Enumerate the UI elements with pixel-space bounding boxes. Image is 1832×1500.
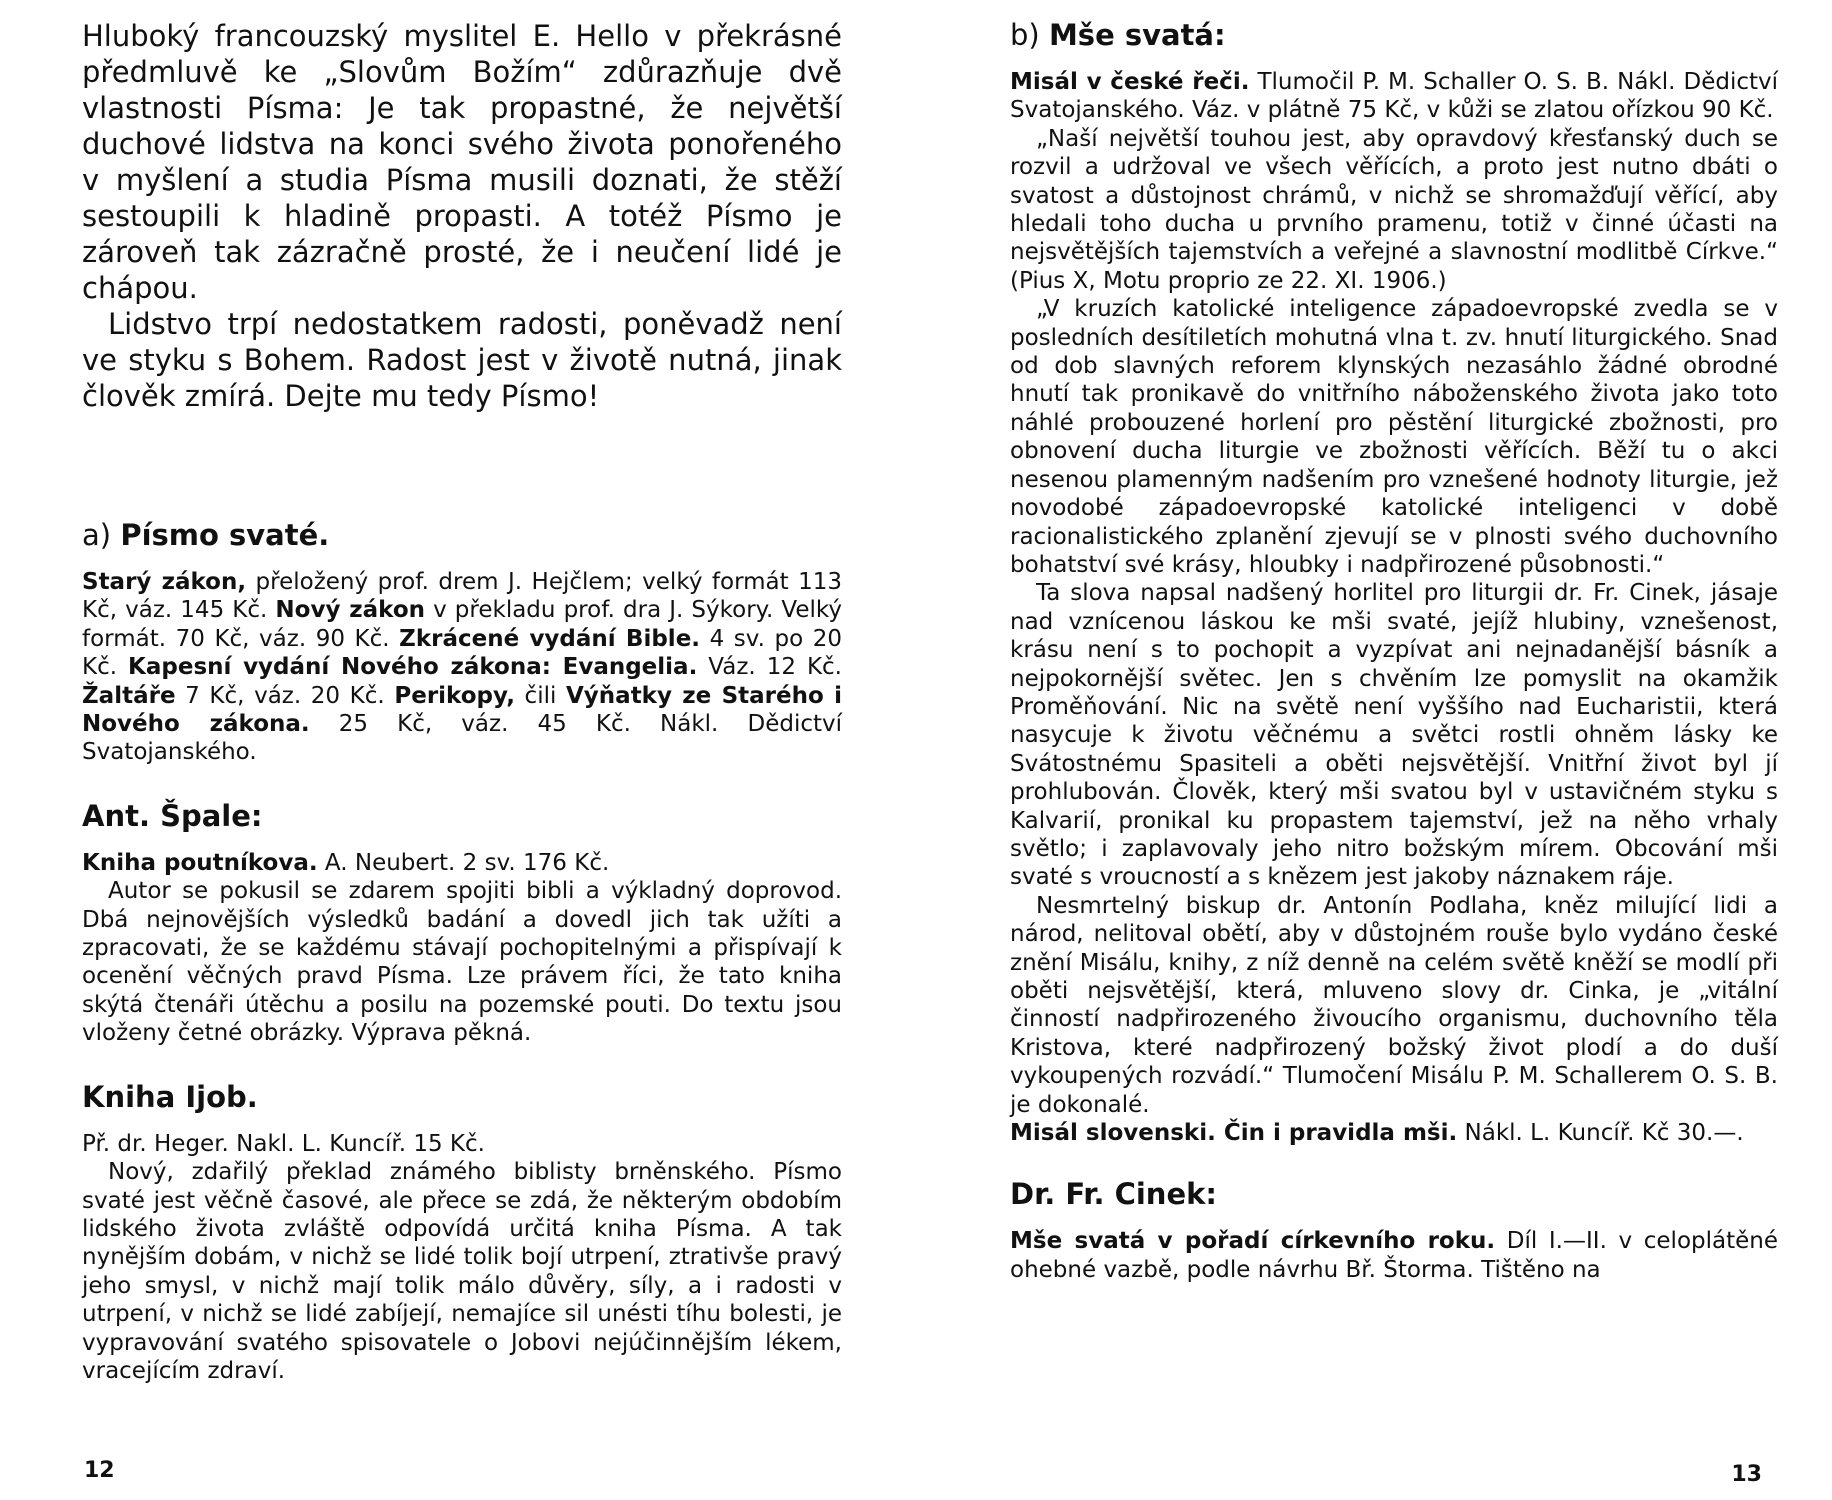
book-info: Nákl. L. Kuncíř. Kč 30.—.	[1457, 1120, 1744, 1147]
spale-book-line	[82, 849, 842, 877]
slovak-missal-line	[1010, 1119, 1778, 1147]
bold-title: Starý zákon,	[82, 569, 247, 595]
text-span: v překladu prof. dra J. Sýkory. Velký formát. 70 Kč, váz. 90 Kč.	[82, 597, 842, 652]
section-prefix: b)	[1010, 18, 1049, 52]
page-number-left: 12	[84, 1458, 115, 1483]
book-info: A. Neubert. 2 sv. 176 Kč.	[317, 849, 610, 876]
bold-title: Kapesní vydání Nového zákona: Evangelia.	[128, 654, 698, 681]
bold-title: Perikopy,	[394, 682, 515, 709]
section-heading-b	[1010, 18, 1778, 52]
text-span: 25 Kč, váz. 45 Kč. Nákl. Dědictví Svatojanského.	[82, 711, 843, 766]
text-span: 7 Kč, váz. 20 Kč.	[175, 682, 395, 709]
book-info: Tlumočil P. M. Schaller O. S. B. Nákl. Dědictví Svatojanského. Váz. v plátně 75 Kč, v kůži se zlatou ořízkou 90 Kč.	[1010, 69, 1778, 124]
cinek-entry	[1010, 1227, 1778, 1284]
book-title: Misál v české řeči.	[1010, 69, 1250, 95]
book-info: Díl I.—II. v celoplátěné ohebné vazbě, podle návrhu Bř. Štorma. Tištěno na	[1010, 1228, 1778, 1283]
bold-title: Žaltáře	[82, 682, 176, 709]
bold-title: Nový zákon	[275, 597, 426, 624]
cinek-book-paragraph	[1010, 1227, 1778, 1284]
spale-description: Autor se pokusil se zdarem spojiti bibli a výkladný doprovod. Dbá nejnovějších výsledků badání a dovedl jich tak užíti a zpracovati, že se každému stávají pochopitelnými a přispívají k ocenění věčných pravd Písma. Lze právem říci, že tato kniha skýtá čtenáři útěchu a posilu na pozemské pouti. Do textu jsou vloženy četné obrázky. Výprava pěkná.	[82, 878, 842, 1047]
section-title: Písmo svaté.	[120, 518, 330, 552]
section-heading-a	[82, 518, 842, 552]
ijob-description: Nový, zdařilý překlad známého biblisty brněnského. Písmo svaté jest věčně časové, ale přece se zdá, že některým obdobím lidského života zvláště odpovídá určitá kniha Písma. A tak nynějším dobám, v nichž se lidé tolik bojí utrpení, ztrativše pravý jeho smysl, v nichž mají tolik málo důvěry, síly, a i radosti v utrpení, v nichž se lidé zabíjejí, nemajíce sil unésti tíhu bolesti, je vypravování svatého spisovatele o Jobovi nejúčinnějším lékem, vracejícím zdraví.	[82, 1159, 842, 1384]
book-title: Mše svatá v pořadí církevního roku.	[1010, 1228, 1496, 1255]
intro-paragraph-1: Hluboký francouzský myslitel E. Hello v překrásné předmluvě ke „Slovům Božím“ zdůrazňuje dvě vlastnosti Písma: Je tak propastné, že největší duchové lidstva na konci svého života ponořeného v myšlení a studia Písma musili doznati, že stěží sestoupili k hladině propasti. A totéž Písmo je zároveň tak zázračně prosté, že i neučení lidé je chápou.	[82, 19, 842, 305]
text-span: přeložený prof. drem J. Hejčlem; velký formát 113 Kč, váz. 145 Kč.	[82, 569, 842, 624]
section-title: Mše svatá:	[1048, 18, 1226, 52]
podlaha-paragraph: Nesmrtelný biskup dr. Antonín Podlaha, kněz milující lidi a národ, nelitoval obětí, aby v důstojném rouše bylo vydáno české znění Misálu, knihy, z níž denně na celém světě kněží se modlí při oběti nejsvětější, která, mluveno slovy dr. Cinka, je „vitální činností nadpřirozeného živoucího organismu, duchovního těla Kristova, které nadpřirozený božský život plodí a do duší vykoupených rozvádí.“ Tlumočení Misálu P. M. Schallerem O. S. B. je dokonalé.	[1010, 892, 1778, 1118]
book-heading-ijob: Kniha Ijob.	[82, 1079, 258, 1114]
missal-entry	[1010, 68, 1778, 1147]
pius-quote: „Naší největší touhou jest, aby opravdový křesťanský duch se rozvil a udržoval ve všech věřících, a proto jest nutno dbáti o svatost a důstojnost chrámů, v nichž se shromažďují věřící, aby hledali toho ducha u prvního pramenu, totiž v činné účasti na nejsvětějších tajemstvích a veřejné a slavnostní modlitbě Církve.“ (Pius X, Motu proprio ze 22. XI. 1906.)	[1010, 125, 1778, 294]
ijob-entry	[82, 1130, 842, 1386]
author-heading-cinek: Dr. Fr. Cinek:	[1010, 1177, 1218, 1212]
book-title: Kniha poutníkova.	[82, 849, 318, 876]
bold-title: Zkrácené vydání Bible.	[399, 625, 701, 652]
book-title: Misál slovenski. Čin i pravidla mši.	[1010, 1120, 1458, 1147]
bible-editions-paragraph	[82, 568, 842, 767]
intro-section	[82, 18, 842, 414]
spale-entry	[82, 849, 842, 1048]
ijob-info: Př. dr. Heger. Nakl. L. Kuncíř. 15 Kč.	[82, 1130, 485, 1157]
missal-info-paragraph	[1010, 68, 1778, 125]
liturgical-movement-quote: „V kruzích katolické inteligence západoevropské zvedla se v posledních desítiletích mohutná vlna t. zv. hnutí liturgického. Snad od dob slavných reforem klynských nezasáhlo žádné obrodné hnutí tak pronikavě do vnitřního náboženského života jako toto náhlé probouzené horlení pro pěstění liturgické zbožnosti, pro obnovení ducha liturgie ve zbožnosti věřících. Běží tu o akci nesenou plamenným nadšením pro vznešené hodnoty liturgie, jež novodobé západoevropské katolické inteligenci v době racionalistického zplanění zjevují se v plnosti svého duchovního bohatství své krásy, hloubky i nadpřirozené působnosti.“	[1010, 296, 1778, 578]
text-span: čili	[514, 682, 566, 709]
author-heading-spale: Ant. Špale:	[82, 798, 263, 833]
page-number-right: 13	[1731, 1462, 1762, 1487]
right-column	[1010, 18, 1778, 1284]
right-page	[916, 0, 1832, 1500]
text-span: 4 sv. po 20 Kč.	[82, 625, 842, 681]
text-span: Váz. 12 Kč.	[697, 654, 842, 681]
section-prefix: a)	[82, 518, 121, 552]
bold-title: Výňatky ze Starého i Nového zákona.	[82, 682, 842, 738]
intro-paragraph-2: Lidstvo trpí nedostatkem radosti, poněvadž není ve styku s Bohem. Radost jest v životě nutná, jinak člověk zmírá. Dejte mu tedy Písmo!	[82, 307, 842, 413]
bible-editions	[82, 568, 842, 767]
cinek-paragraph: Ta slova napsal nadšený horlitel pro liturgii dr. Fr. Cinek, jásaje nad vznícenou láskou ke mši svaté, jejíž hlubiny, vznešenost, krásu není s to pochopit a vyzpívat ani nejnadanější básník a nejpokornější světec. Jen s chvěním lze pomyslit na okamžik Proměňování. Nic na světě není vyššího nad Eucharistii, která nasycuje k životu věčnému a světci rostli ohněm lásky ke Svátostnému Spasiteli a oběti nejsvětější. Vnitřní život byl jí prohlubován. Člověk, který mši svatou byl v ustavičném styku s Kalvarií, pronikal ku propastem tajemství, jež na něho vrhaly světlo; i zaplavovaly jeho nitro božským mírem. Obcování mši svaté s vroucností a s knězem jest jakoby náznakem ráje.	[1010, 580, 1778, 891]
left-column	[82, 18, 842, 1385]
